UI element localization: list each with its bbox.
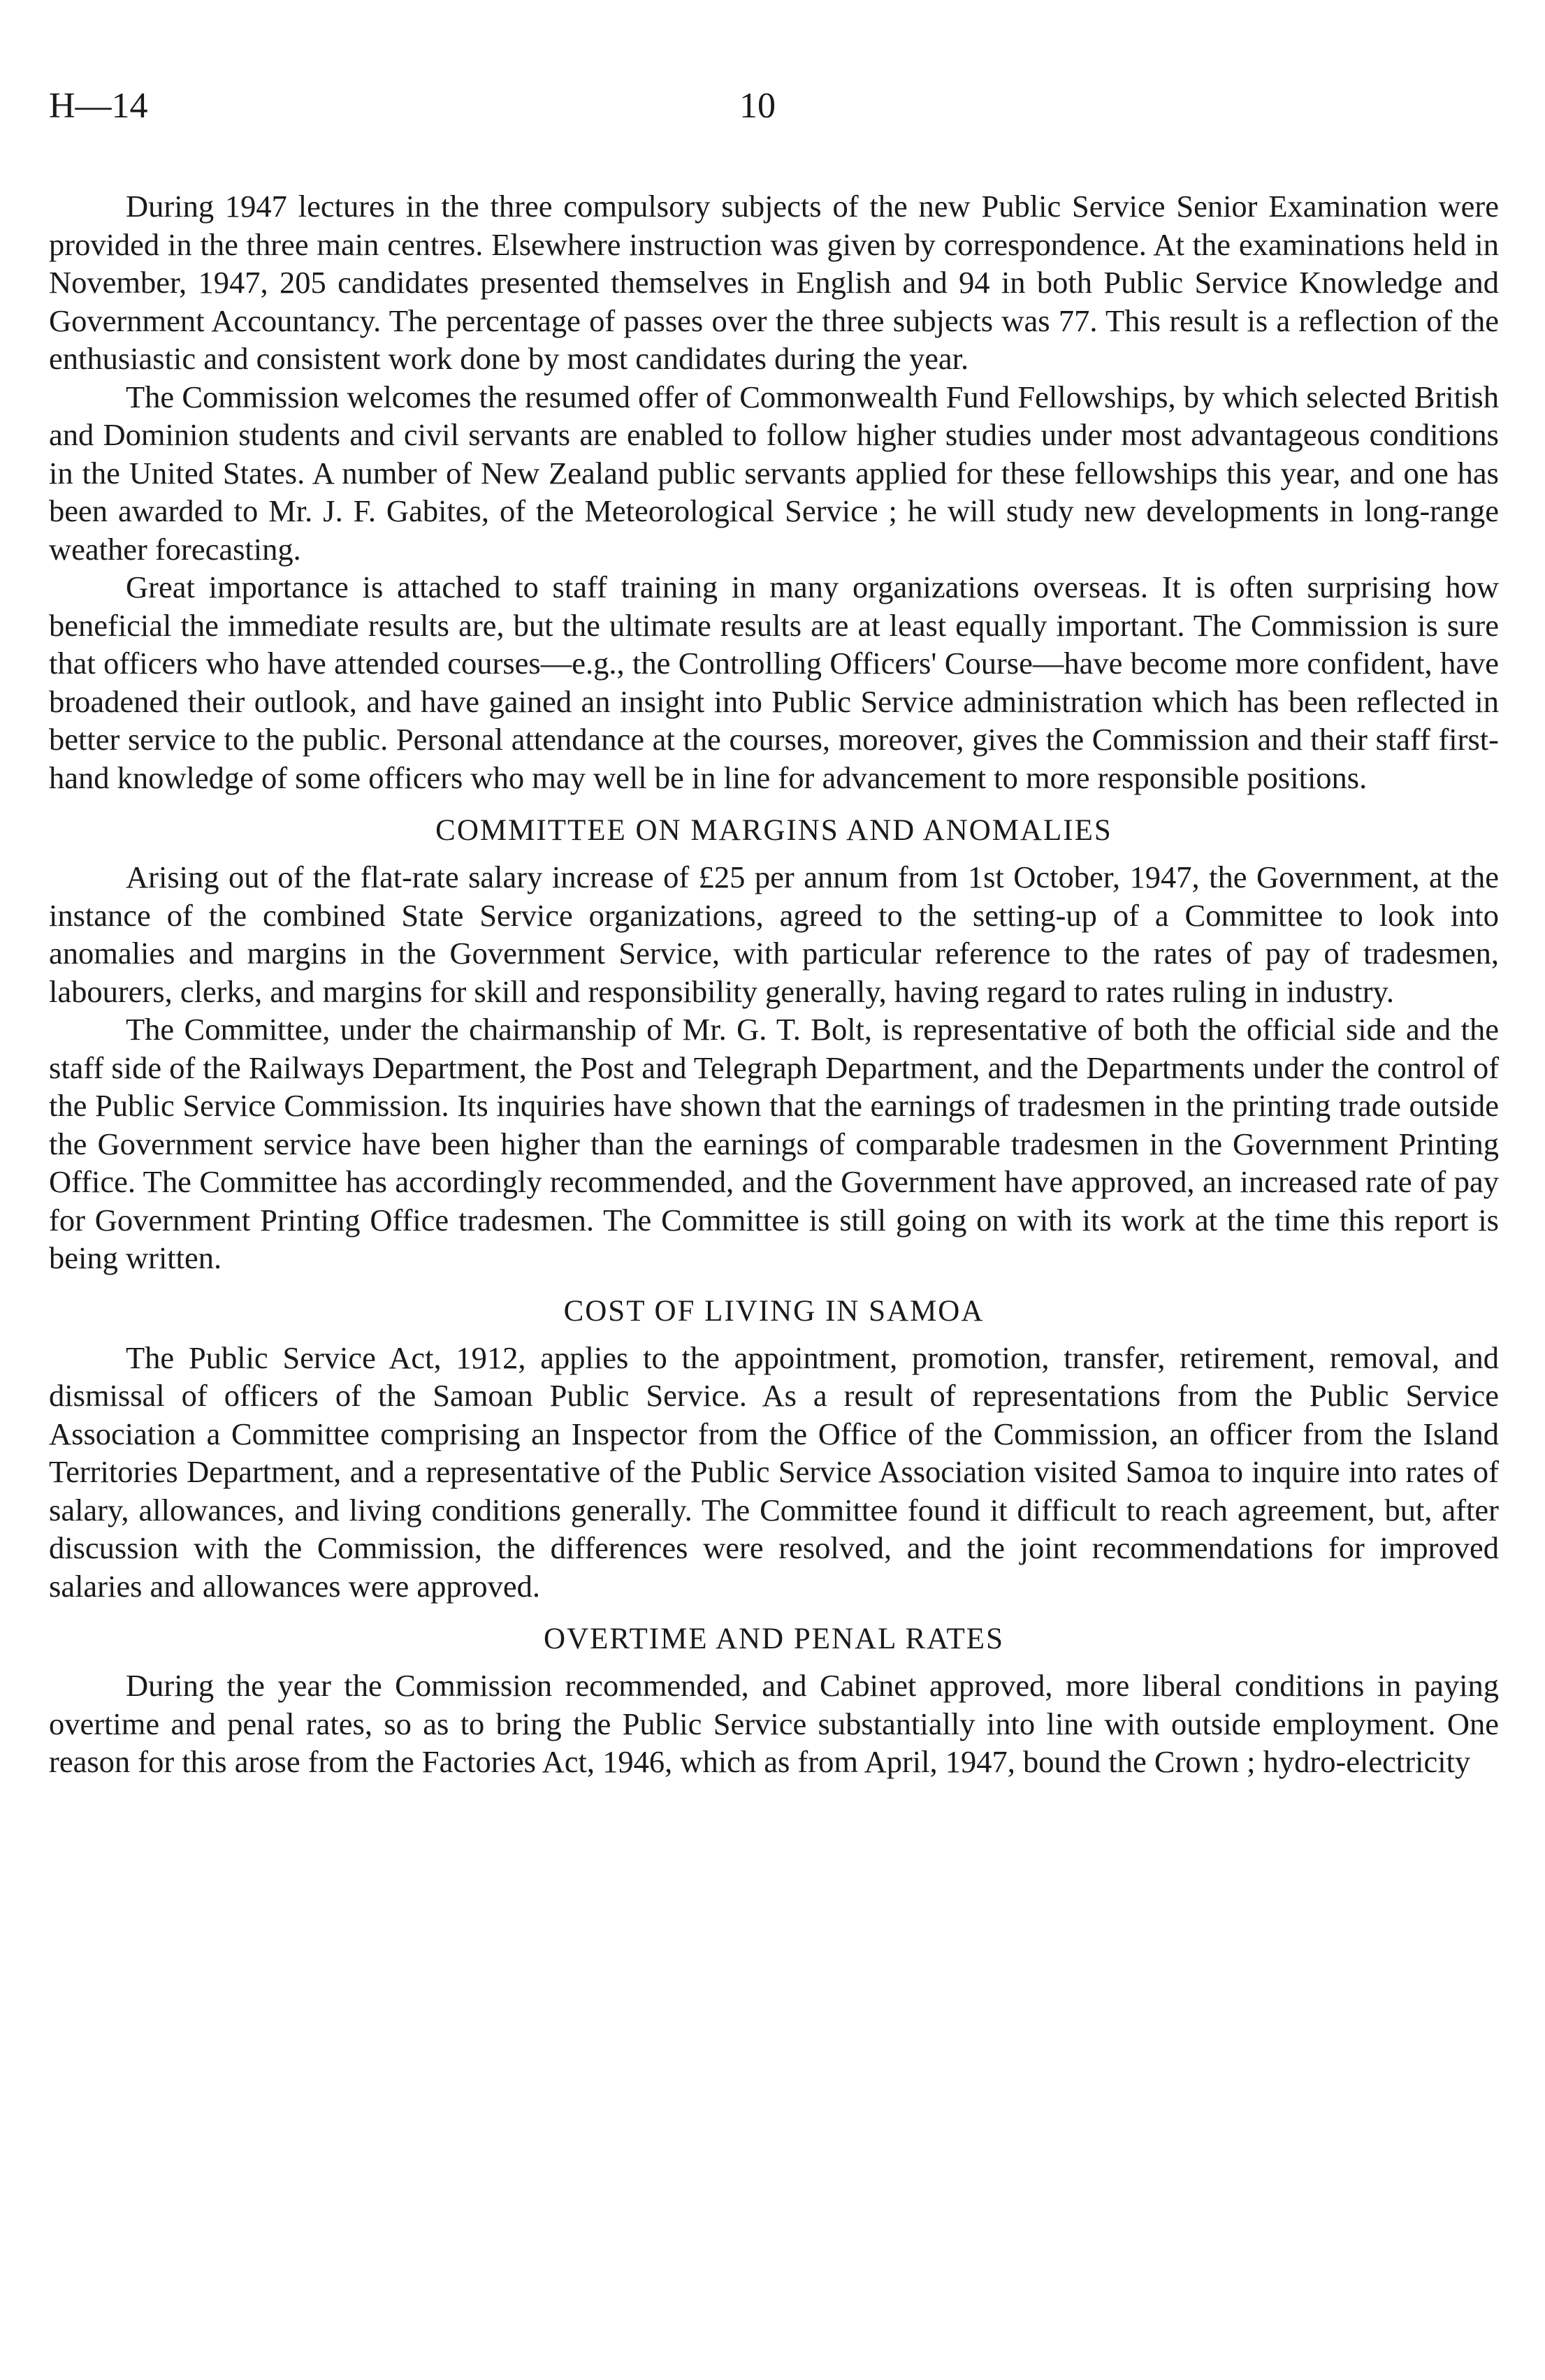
section-heading: OVERTIME AND PENAL RATES bbox=[544, 1623, 1004, 1655]
page-header bbox=[49, 85, 1499, 141]
section-cost-of-living-samoa bbox=[49, 1293, 1499, 1606]
paragraph: Great importance is attached to staff training in many organizations overseas. It is often surprising how beneficial the immediate results are, but the ultimate results are at least equally important. The Commission is sure that officers who have attended courses—e.g., the Controlling Officers' Course—have become more confident, have broadened their outlook, and have gained an insight into Public Service administration which has been reflected in better service to the public. Personal attendance at the courses, moreover, gives the Commission and their staff first-hand knowledge of some officers who may well be in line for advancement to more responsible positions. bbox=[49, 569, 1499, 795]
paragraph: The Public Service Act, 1912, applies to the appointment, promotion, transfer, retirement, removal, and dismissal of officers of the Samoan Public Service. As a result of representations from the Public Service Association a Committee comprising an Inspector from the Office of the Commission, an officer from the Island Territories Department, and a representative of the Public Service Association visited Samoa to inquire into rates of salary, allowances, and living conditions generally. The Committee found it difficult to reach agreement, but, after discussion with the Commission, the differences were resolved, and the joint recommendations for improved salaries and allowances were approved. bbox=[49, 1340, 1499, 1604]
section-overtime-penal-rates bbox=[49, 1620, 1499, 1781]
document-reference: H—14 bbox=[49, 86, 148, 126]
intro-section bbox=[49, 187, 1499, 797]
paragraph: During the year the Commission recommended, and Cabinet approved, more liberal conditions in paying overtime and penal rates, so as to bring the Public Service substantially into line with outside employment. One reason for this arose from the Factories Act, 1946, which as from April, 1947, bound the Crown ; hydro-electricity bbox=[49, 1668, 1499, 1779]
page-number: 10 bbox=[739, 86, 776, 126]
paragraph: The Commission welcomes the resumed offer of Commonwealth Fund Fellowships, by which selected British and Dominion students and civil servants are enabled to follow higher studies under most advantageous conditions in the United States. A number of New Zealand public servants applied for these fellowships this year, and one has been awarded to Mr. J. F. Gabites, of the Meteorological Service ; he will study new developments in long-range weather forecasting. bbox=[49, 379, 1499, 567]
paragraph: The Committee, under the chairmanship of Mr. G. T. Bolt, is representative of both the official side and the staff side of the Railways Department, the Post and Telegraph Department, and the Departments under the control of the Public Service Commission. Its inquiries have shown that the earnings of tradesmen in the printing trade outside the Government service have been higher than the earnings of comparable tradesmen in the Government Printing Office. The Committee has accordingly recommended, and the Government have approved, an increased rate of pay for Government Printing Office tradesmen. The Committee is still going on with its work at the time this report is being written. bbox=[49, 1012, 1500, 1275]
paragraph: Arising out of the flat-rate salary increase of £25 per annum from 1st October, 1947, the Government, at the instance of the combined State Service organizations, agreed to the setting-up of a Committee to look into anomalies and margins in the Government Service, with particular reference to the rates of pay of tradesmen, labourers, clerks, and margins for skill and responsibility generally, having regard to rates ruling in industry. bbox=[49, 859, 1499, 1009]
paragraph: During 1947 lectures in the three compulsory subjects of the new Public Service Senior Examination were provided in the three main centres. Elsewhere instruction was given by correspondence. At the examinations held in November, 1947, 205 candidates presented themselves in English and 94 in both Public Service Knowledge and Government Accountancy. The percentage of passes over the three subjects was 77. This result is a reflection of the enthusiastic and consistent work done by most candidates during the year. bbox=[49, 189, 1499, 376]
page-body bbox=[49, 187, 1499, 1781]
section-heading: COMMITTEE ON MARGINS AND ANOMALIES bbox=[435, 814, 1112, 847]
section-heading: COST OF LIVING IN SAMOA bbox=[563, 1294, 985, 1328]
section-margins-anomalies bbox=[49, 812, 1499, 1277]
